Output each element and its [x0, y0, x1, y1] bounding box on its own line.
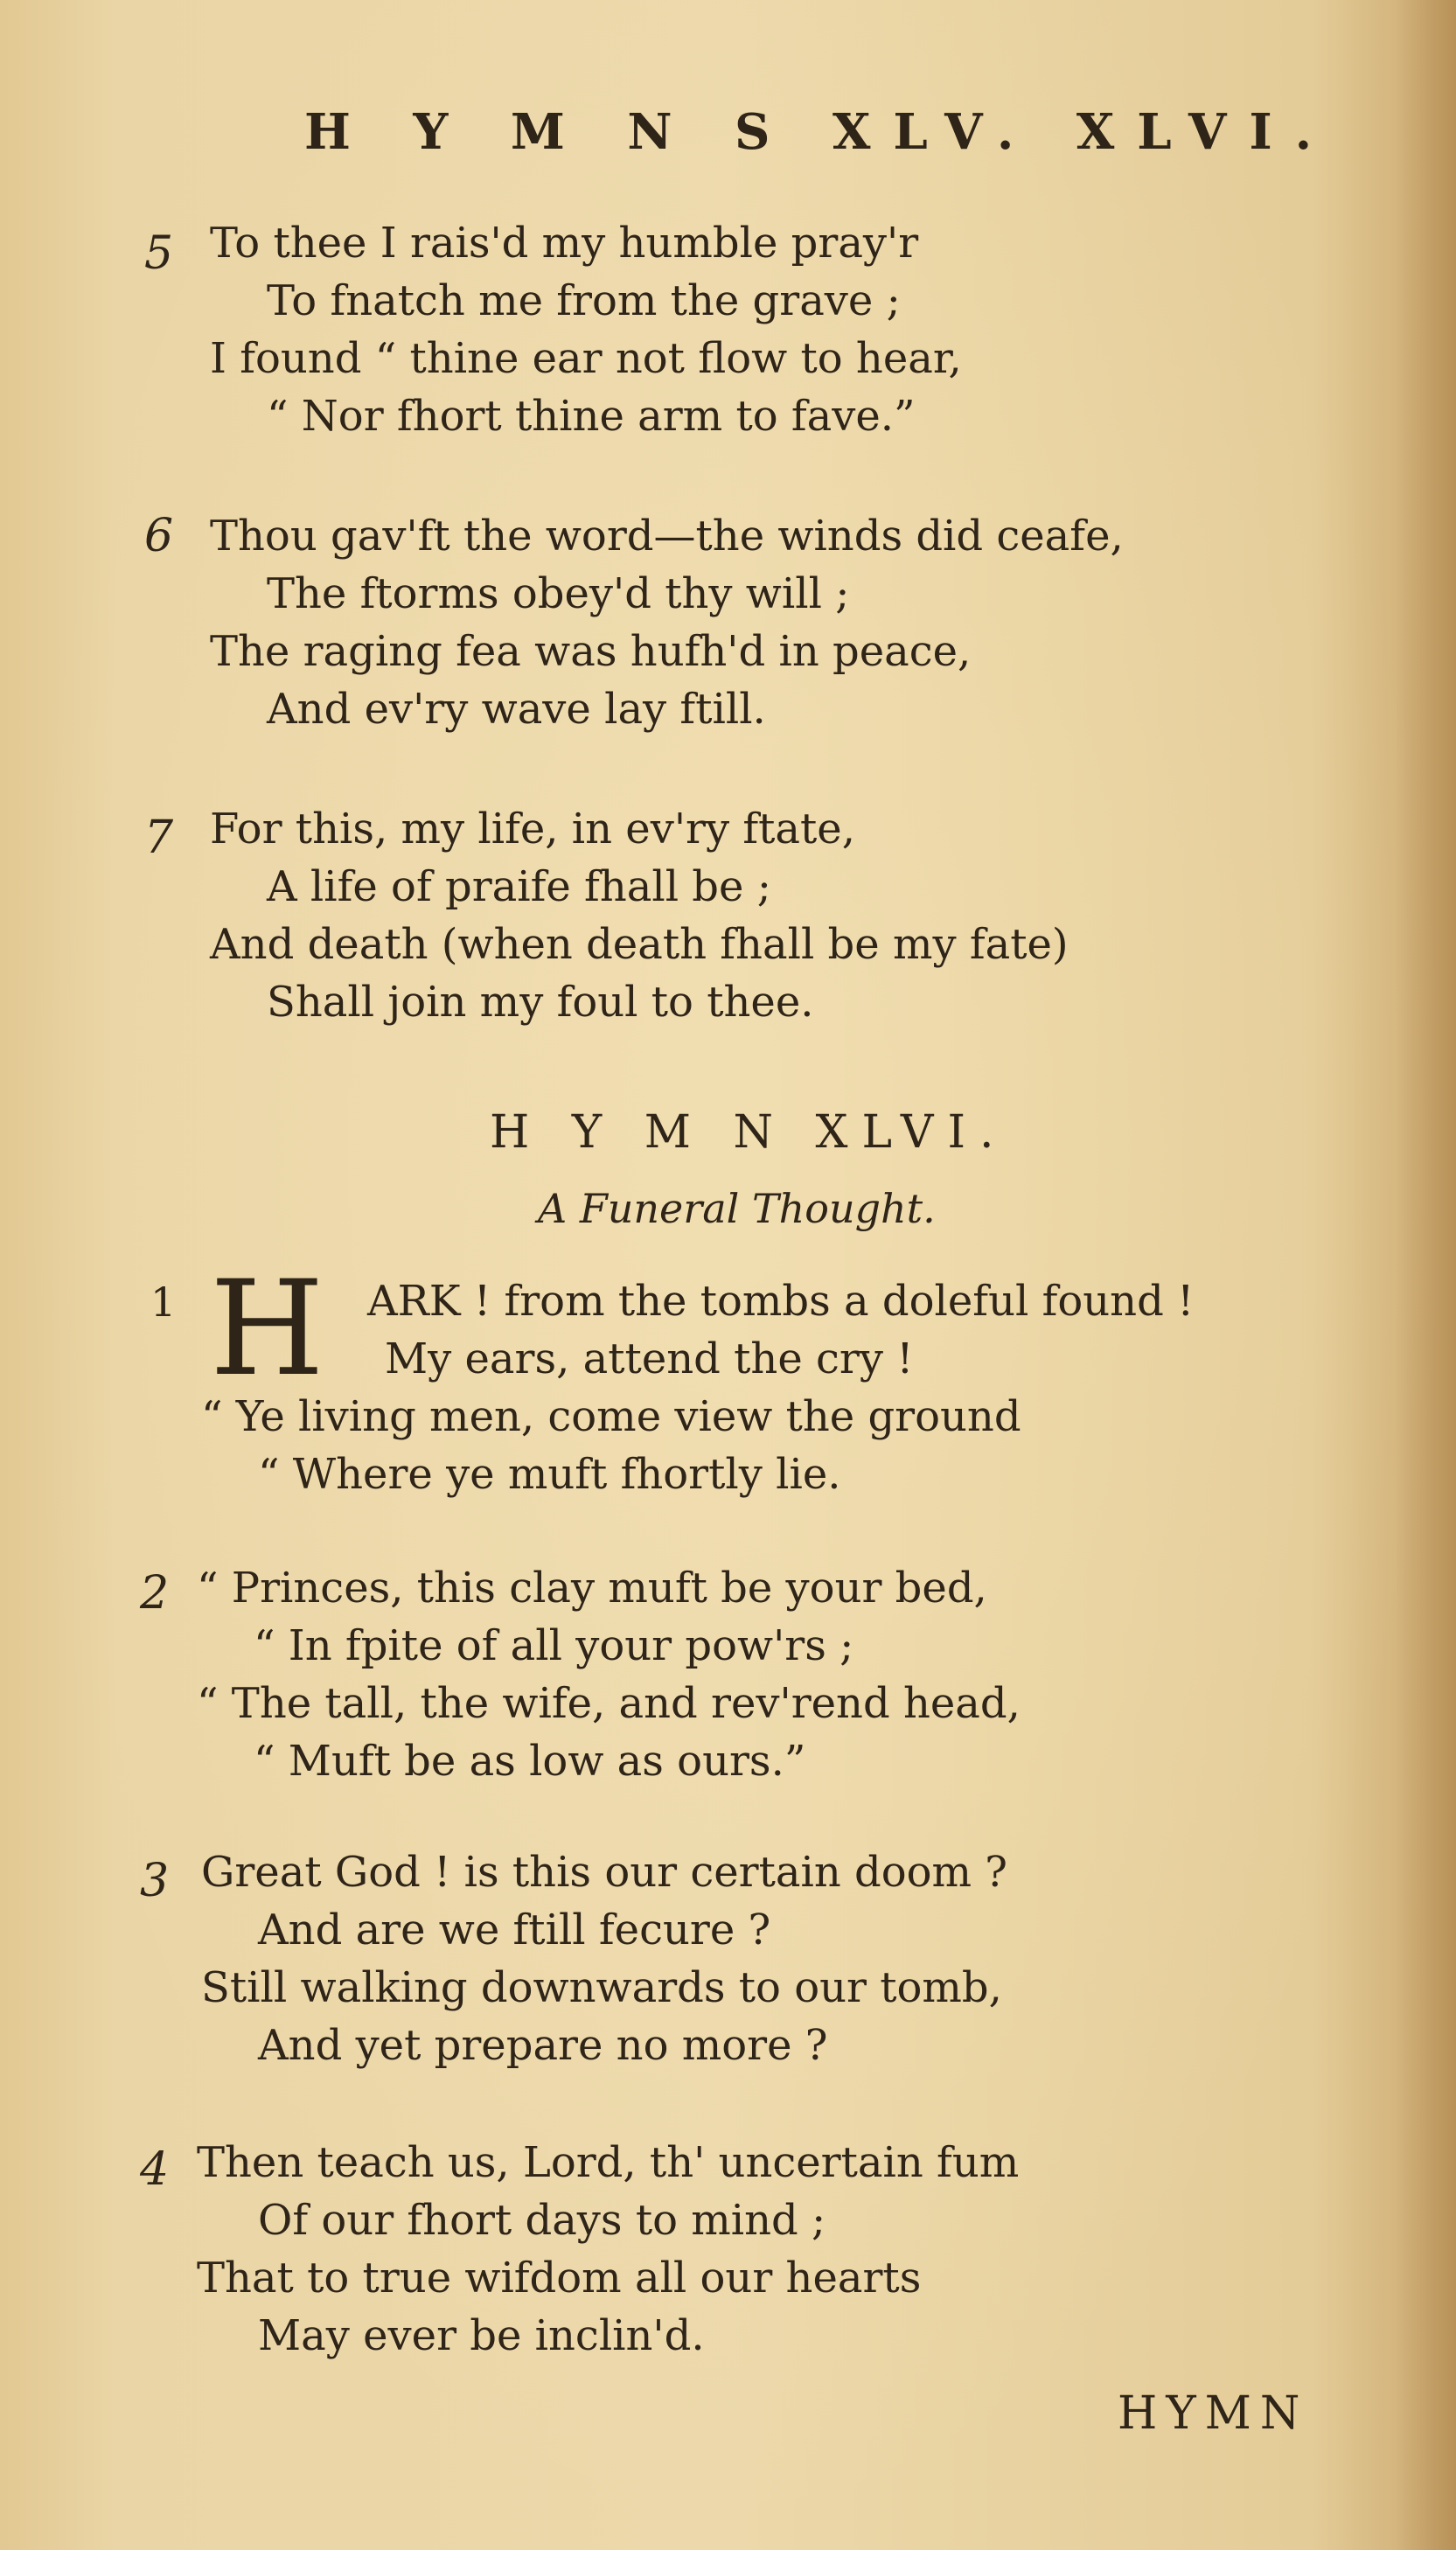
- verse-line: And ev'ry wave lay ftill.: [267, 685, 766, 734]
- verse-line: “ Muft be as low as ours.”: [254, 1737, 806, 1786]
- verse-line: And are we ftill fecure ?: [258, 1906, 771, 1954]
- verse-line: Thou gav'ft the word—the winds did ceafe,: [210, 512, 1124, 561]
- verse-line: “ In fpite of all your pow'rs ;: [254, 1621, 854, 1670]
- page-edge-shadow: [1395, 0, 1456, 2550]
- verse-46-1: [144, 1272, 1281, 1517]
- verse-line: Still walking downwards to our tomb,: [201, 1963, 1002, 2012]
- verse-46-4: [140, 2134, 1277, 2379]
- verse-line: “ Princes, this clay muft be your bed,: [197, 1564, 987, 1613]
- verse-number: 4: [140, 2143, 170, 2196]
- verse-line: “ Nor fhort thine arm to fave.”: [267, 392, 916, 441]
- verse-number: 2: [140, 1567, 170, 1620]
- verse-number: 6: [144, 510, 174, 562]
- verse-line: And death (when death fhall be my fate): [210, 920, 1069, 969]
- verse-line: To thee I rais'd my humble pray'r: [210, 219, 919, 268]
- verse-line: That to true wifdom all our hearts: [197, 2254, 922, 2303]
- verse-line: And yet prepare no more ?: [258, 2021, 828, 2070]
- verse-line: A life of praife fhall be ;: [267, 862, 771, 911]
- verse-line: Of our fhort days to mind ;: [258, 2196, 826, 2245]
- verse-line: “ Where ye muft fhortly lie.: [258, 1450, 841, 1499]
- verse-46-2: [140, 1559, 1277, 1804]
- verse-number: 1: [150, 1278, 177, 1326]
- catchword: HYMN: [1118, 2387, 1309, 2440]
- verse-line: My ears, attend the cry !: [385, 1334, 914, 1383]
- hymn-subtitle: A Funeral Thought.: [538, 1185, 936, 1232]
- verse-line: “ Ye living men, come view the ground: [201, 1392, 1021, 1441]
- verse-46-3: [140, 1843, 1277, 2088]
- verse-line: The raging fea was hufh'd in peace,: [210, 627, 972, 676]
- verse-line: Great God ! is this our certain doom ?: [201, 1848, 1008, 1897]
- verse-line: Then teach us, Lord, th' uncertain fum: [197, 2138, 1020, 2187]
- running-head: H Y M N S XLV. XLVI.: [304, 103, 1335, 161]
- verse-line: The ftorms obey'd thy will ;: [267, 569, 850, 618]
- verse-line: “ The tall, the wife, and rev'rend head,: [197, 1679, 1021, 1728]
- verse-line: To fnatch me from the grave ;: [267, 276, 901, 325]
- verse-line: Shall join my foul to thee.: [267, 978, 814, 1027]
- hymn-title: H Y M N XLVI.: [490, 1106, 1008, 1159]
- verse-number: 7: [144, 812, 174, 864]
- verse-45-5: [144, 214, 1281, 459]
- verse-number: 3: [140, 1855, 170, 1907]
- drop-cap: H: [210, 1253, 324, 1405]
- verse-line: ARK ! from the tombs a doleful found !: [367, 1277, 1195, 1326]
- verse-number: 5: [144, 227, 174, 280]
- verse-45-7: [144, 800, 1281, 1045]
- verse-line: For this, my life, in ev'ry ftate,: [210, 805, 855, 853]
- verse-line: I found “ thine ear not flow to hear,: [210, 334, 962, 383]
- verse-45-6: [144, 507, 1281, 752]
- verse-line: May ever be inclin'd.: [258, 2311, 705, 2360]
